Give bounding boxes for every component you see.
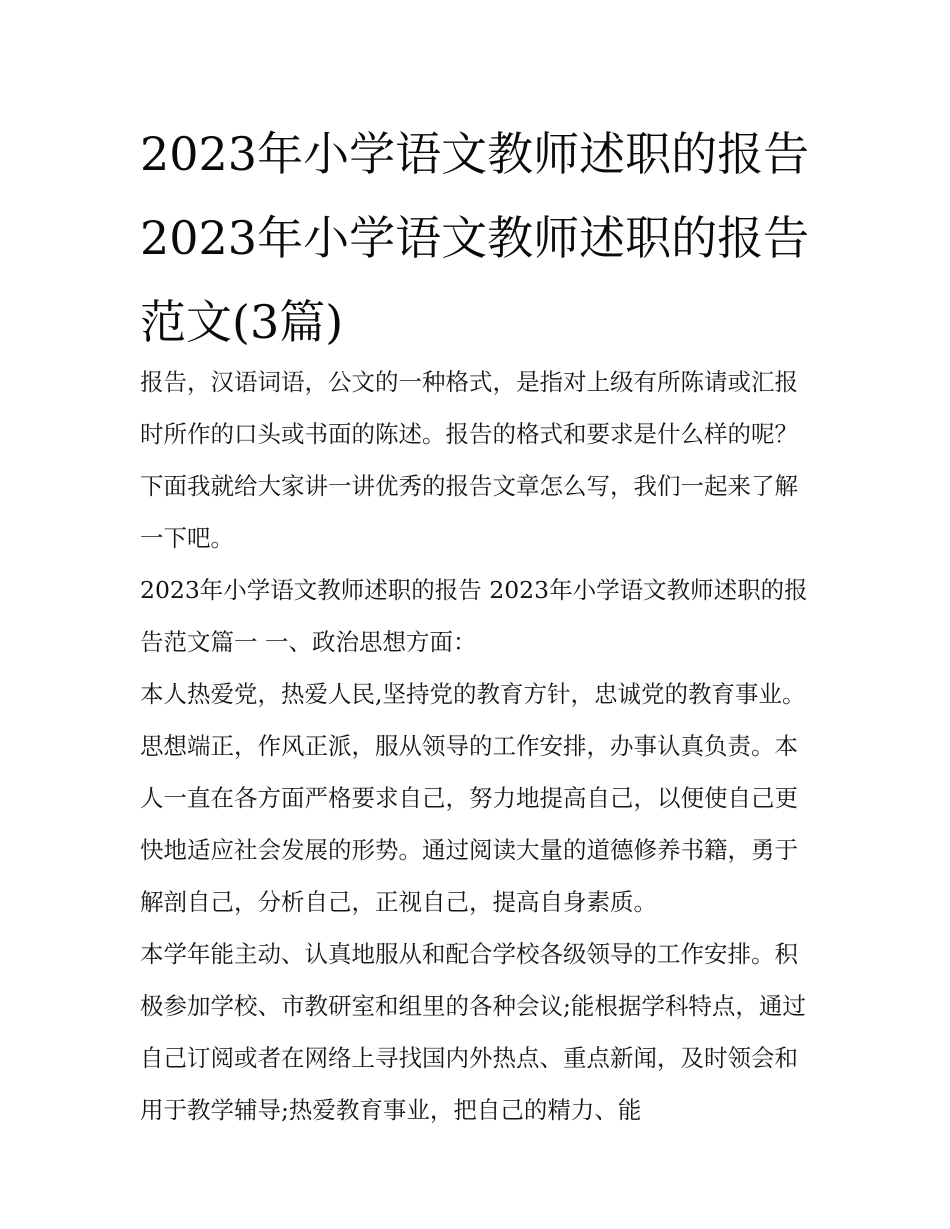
section-heading-paragraph: 2023年小学语文教师述职的报告 2023年小学语文教师述职的报告范文篇一 一、政治思想方面： [140,576,808,656]
body-paragraph: 本学年能主动、认真地服从和配合学校各级领导的工作安排。积极参加学校、市教研室和组里的各种会议;能根据学科特点，通过自己订阅或者在网络上寻找国内外热点、重点新闻，及时领会和用于教学辅导;热爱教育事业，把自己的精力、能 [140,940,806,1124]
intro-paragraph: 报告，汉语词语，公文的一种格式，是指对上级有所陈请或汇报时所作的口头或书面的陈述。报告的格式和要求是什么样的呢？下面我就给大家讲一讲优秀的报告文章怎么写，我们一起来了解一下吧。 [140,368,798,552]
document-title: 2023年小学语文教师述职的报告 2023年小学语文教师述职的报告范文(3篇) [140,127,810,349]
document-body [140,356,815,1136]
body-paragraph: 本人热爱党，热爱人民,坚持党的教育方针，忠诚党的教育事业。思想端正，作风正派，服从领导的工作安排，办事认真负责。本人一直在各方面严格要求自己，努力地提高自己，以便使自己更快地适应社会发展的形势。通过阅读大量的道德修养书籍，勇于解剖自己，分析自己，正视自己，提高自身素质。 [140,680,806,916]
